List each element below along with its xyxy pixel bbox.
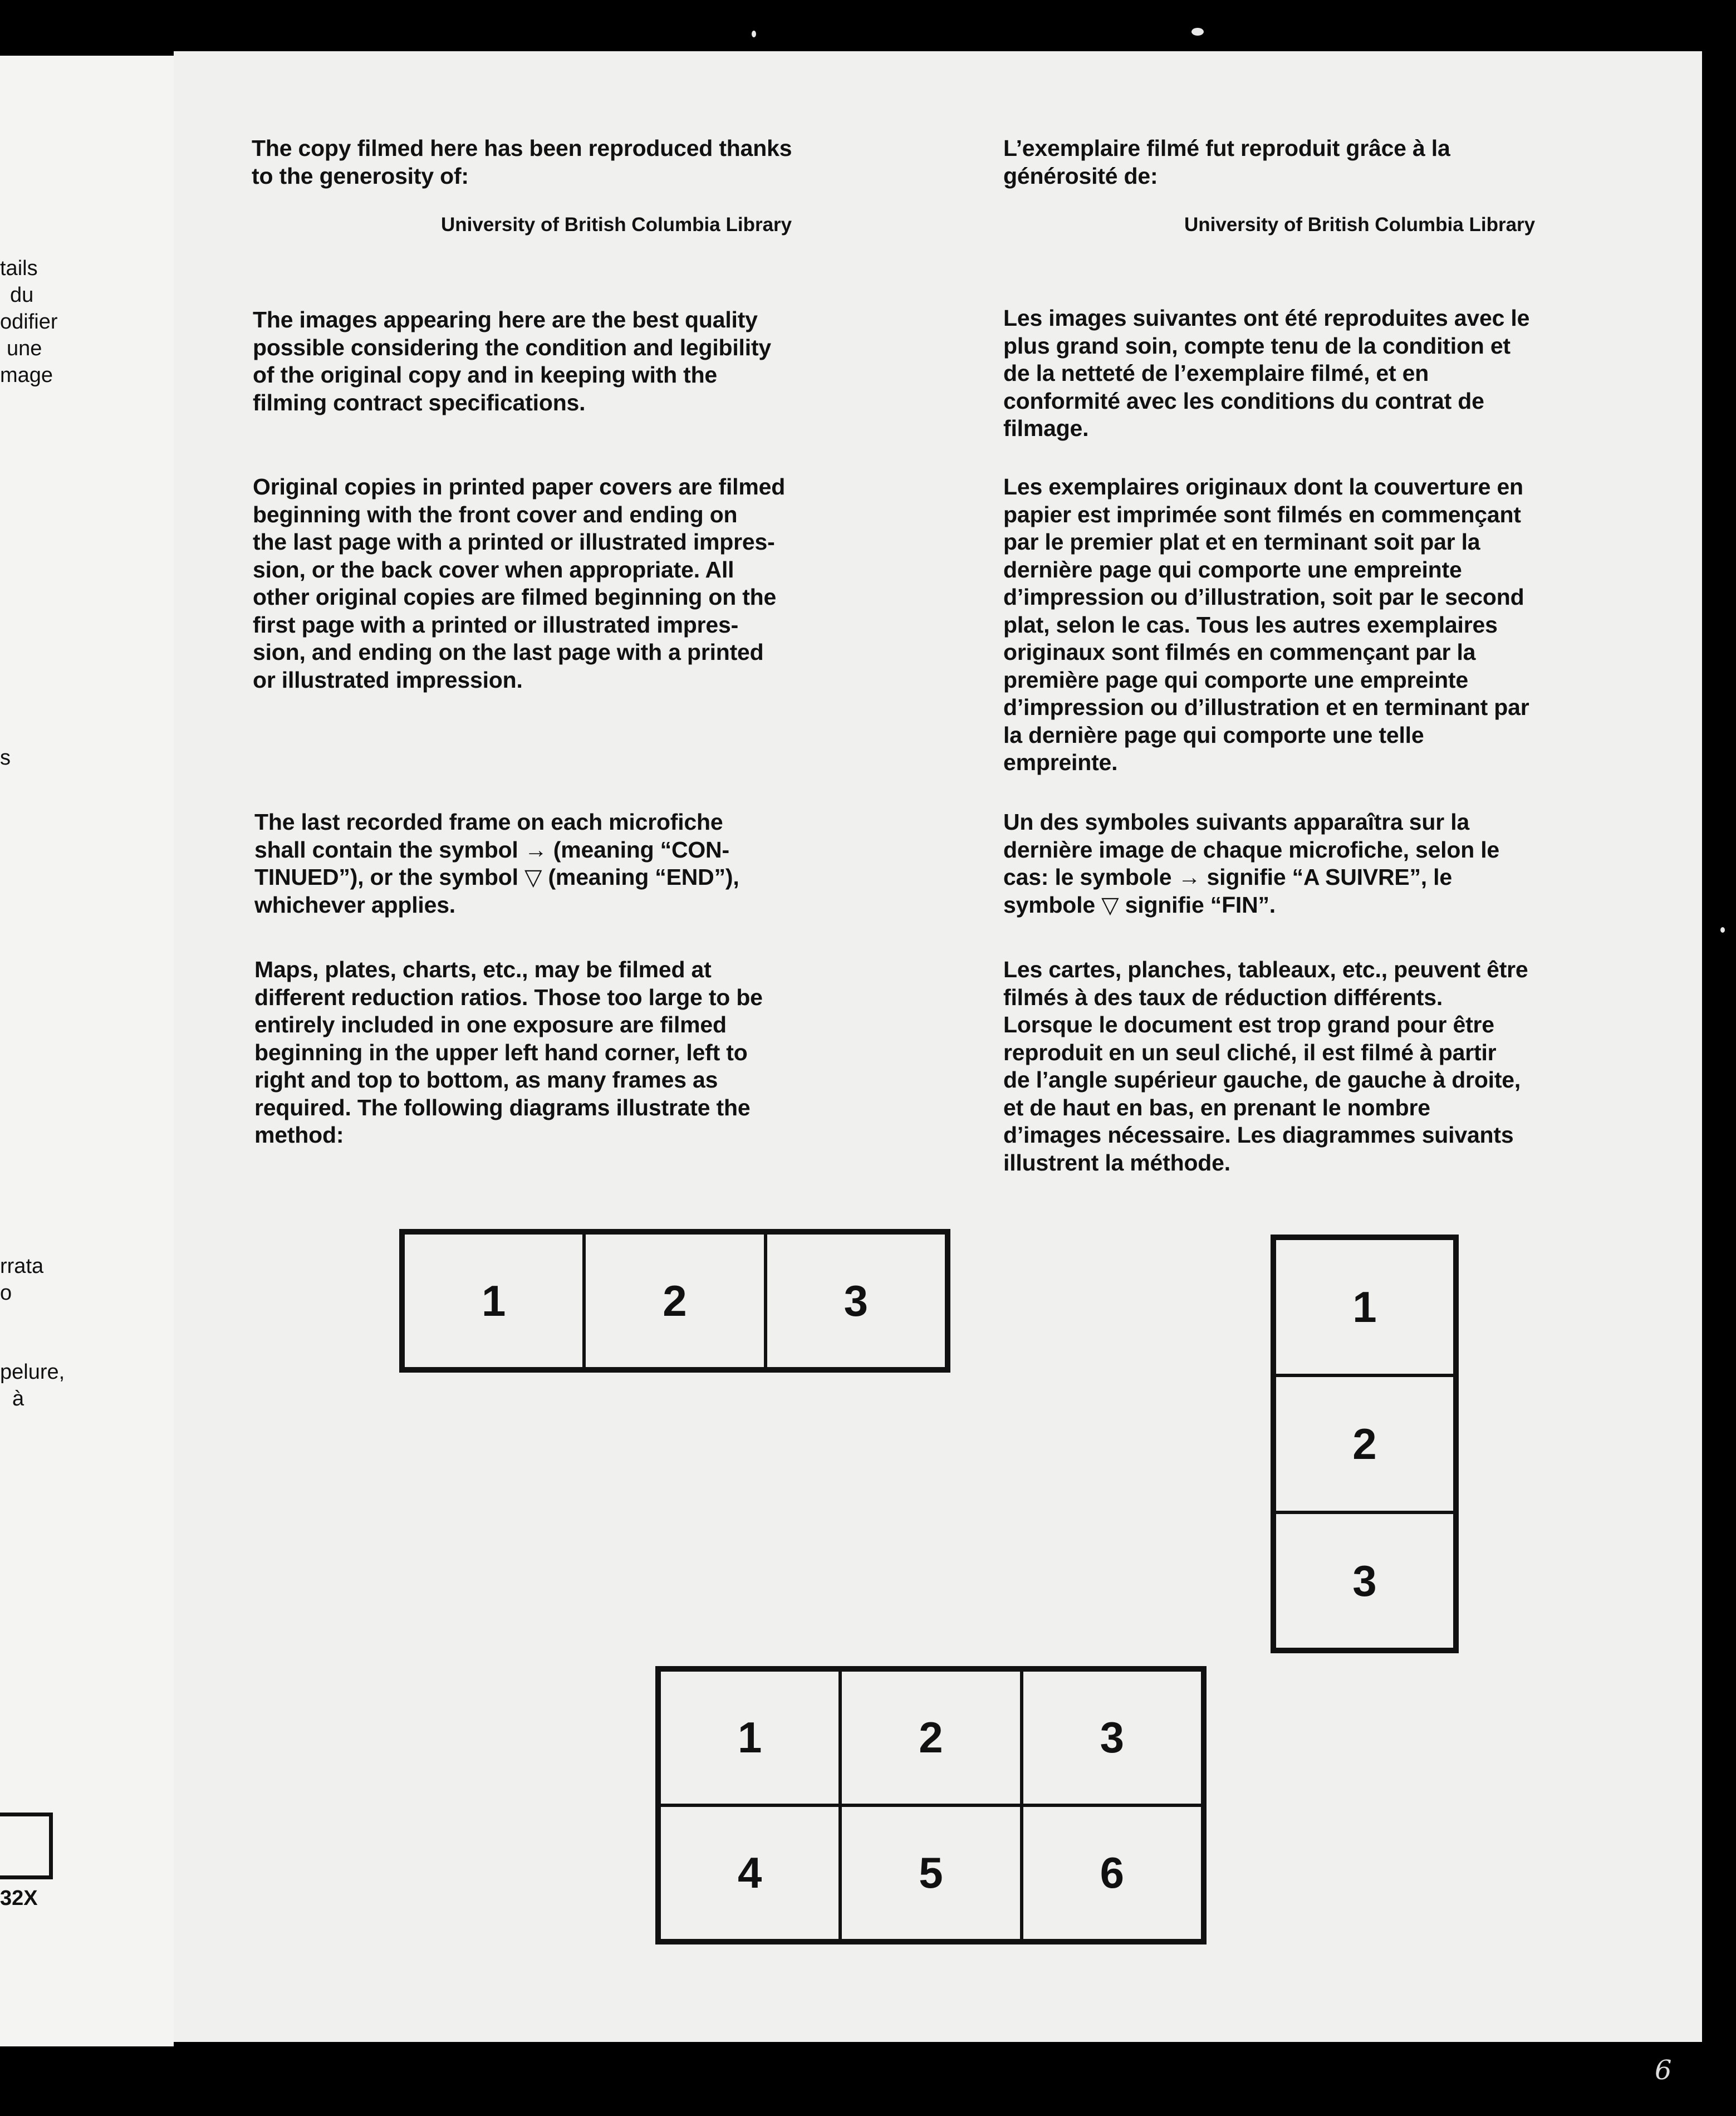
frame-cell: 2 xyxy=(1274,1375,1455,1512)
left-fragment: à xyxy=(12,1387,24,1410)
frame-cell: 3 xyxy=(1022,1670,1203,1805)
left-fragment: 32X xyxy=(0,1887,38,1910)
left-fragment: tails xyxy=(0,257,38,280)
left-frame-box xyxy=(0,1813,53,1879)
left-fragment: o xyxy=(0,1281,12,1305)
english-images-quality: The images appearing here are the best quality possible considering the condition and legibility of the original copy and in keeping with the filming contract specifications. xyxy=(253,307,771,415)
frame-cell: 1 xyxy=(659,1670,840,1805)
diagram-horizontal xyxy=(399,1229,950,1373)
frame-cell: 1 xyxy=(1274,1238,1455,1375)
left-fragment: odifier xyxy=(0,310,58,334)
diagram-grid xyxy=(655,1666,1207,1944)
left-fragment: du xyxy=(10,283,34,307)
english-original-copies: Original copies in printed paper covers are filmed beginning with the front cover and ending on the last page with a printed or illustrated impres- sion, or the back cover when appropriate. All other original copies are filmed beginning on the first page with a printed or illustrated impres- sion, and ending on the last page with a printed or illustrated impression. xyxy=(253,474,786,693)
english-institution: University of British Columbia Library xyxy=(441,214,792,236)
film-speck xyxy=(1191,28,1204,36)
french-images-quality: Les images suivantes ont été reproduites avec le plus grand soin, compte tenu de la condition et de la netteté de l’exemplaire filmé, et en conformité avec les conditions du contrat de filmage. xyxy=(1003,305,1530,441)
french-original-copies: Les exemplaires originaux dont la couverture en papier est imprimée sont filmés en commençant par le premier plat et en terminant soit par la dernière page qui comporte une empreinte d’impression ou d’illustration, soit par le second plat, selon le cas. Tous les autres exemplaires originaux sont filmés en commençant par la première page qui comporte une empreinte d’impression ou d’illustration et en terminant par la dernière page qui comporte une telle empreinte. xyxy=(1003,474,1529,775)
left-fragment: une xyxy=(7,337,42,360)
frame-cell: 2 xyxy=(840,1670,1021,1805)
diagram-vertical xyxy=(1271,1235,1459,1653)
frame-cell: 6 xyxy=(1022,1805,1203,1941)
previous-page-edge xyxy=(0,56,174,2046)
frame-cell: 1 xyxy=(403,1233,584,1369)
left-fragment: mage xyxy=(0,364,53,387)
english-maps: Maps, plates, charts, etc., may be filmed at different reduction ratios. Those too large to be entirely included in one exposure are filmed beginning in the upper left hand corner, left to right and top to bottom, as many frames as required. The following diagrams illustrate the method: xyxy=(254,957,763,1148)
french-credit-intro: L’exemplaire filmé fut reproduit grâce à la générosité de: xyxy=(1003,135,1450,189)
frame-cell: 5 xyxy=(840,1805,1021,1941)
french-last-frame: Un des symboles suivants apparaîtra sur la dernière image de chaque microfiche, selon le cas: le symbole → signifie “A SUIVRE”, le symbole ▽ signifie “FIN”. xyxy=(1003,809,1500,918)
frame-cell: 4 xyxy=(659,1805,840,1941)
french-institution: University of British Columbia Library xyxy=(1184,214,1536,236)
english-last-frame: The last recorded frame on each microfiche shall contain the symbol → (meaning “CON- TINUED”), or the symbol ▽ (meaning “END”), whichever applies. xyxy=(254,809,739,918)
french-maps: Les cartes, planches, tableaux, etc., peuvent être filmés à des taux de réduction différents. Lorsque le document est trop grand pour être reproduit en un seul cliché, il est filmé à partir de l’angle supérieur gauche, de gauche à droite, et de haut en bas, en prenant le nombre d’images nécessaire. Les diagrammes suivants illustrent la méthode. xyxy=(1003,957,1528,1175)
film-speck xyxy=(752,31,756,37)
frame-cell: 3 xyxy=(1274,1512,1455,1649)
left-fragment: pelure, xyxy=(0,1360,65,1384)
frame-cell: 3 xyxy=(766,1233,947,1369)
left-fragment: rrata xyxy=(0,1255,44,1278)
english-credit-intro: The copy filmed here has been reproduced thanks to the generosity of: xyxy=(252,135,792,189)
frame-cell: 2 xyxy=(584,1233,765,1369)
film-speck xyxy=(1720,927,1725,933)
corner-mark: 6 xyxy=(1655,2055,1672,2086)
left-fragment: s xyxy=(0,746,11,770)
filming-notice-page xyxy=(174,51,1702,2042)
